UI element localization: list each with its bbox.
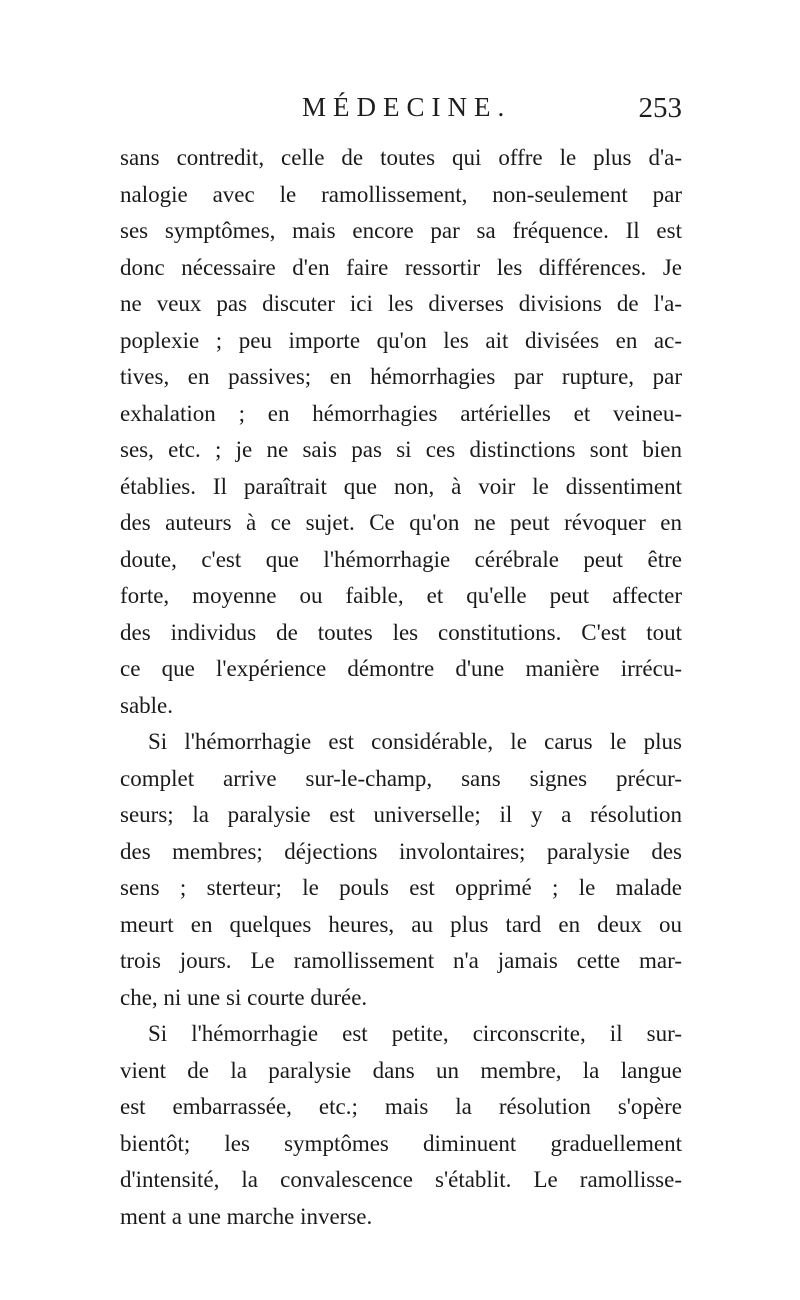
text-line: seurs; la paralysie est universelle; il y a résolution bbox=[120, 802, 682, 827]
text-line: est embarrassée, etc.; mais la résolution s'opère bbox=[120, 1094, 682, 1119]
text-line: forte, moyenne ou faible, et qu'elle peut affecter bbox=[120, 583, 682, 608]
text-line: che, ni une si courte durée. bbox=[120, 984, 368, 1010]
text-line: des individus de toutes les constitutions. C'est tout bbox=[120, 619, 682, 645]
text-line: sans contredit, celle de toutes qui offre le plus d'a- bbox=[120, 145, 682, 170]
text-line: ment a une marche inverse. bbox=[120, 1203, 373, 1229]
page-number: 253 bbox=[638, 92, 682, 124]
paragraph-first-line: Si l'hémorrhagie est considérable, le carus le plus bbox=[148, 729, 682, 754]
text-line: ses, etc. ; je ne sais pas si ces distinctions sont bien bbox=[120, 437, 682, 462]
text-line: vient de la paralysie dans un membre, la langue bbox=[120, 1057, 682, 1083]
text-line: tives, en passives; en hémorrhagies par rupture, par bbox=[120, 364, 682, 389]
text-line: bientôt; les symptômes diminuent graduellement bbox=[120, 1130, 682, 1156]
text-line: meurt en quelques heures, au plus tard en deux ou bbox=[120, 911, 682, 937]
text-line: poplexie ; peu importe qu'on les ait divisées en ac- bbox=[120, 327, 682, 353]
text-line: des membres; déjections involontaires; paralysie des bbox=[120, 838, 682, 864]
running-head bbox=[122, 92, 682, 132]
text-line: ne veux pas discuter ici les diverses divisions de l'a- bbox=[120, 291, 682, 316]
text-line: nalogie avec le ramollissement, non-seulement par bbox=[120, 181, 682, 207]
text-line: complet arrive sur-le-champ, sans signes précur- bbox=[120, 765, 682, 791]
text-line: sable. bbox=[120, 692, 174, 718]
running-title: MÉDECINE. bbox=[302, 92, 512, 122]
text-line: doute, c'est que l'hémorrhagie cérébrale peut être bbox=[120, 546, 682, 572]
text-line: donc nécessaire d'en faire ressortir les différences. Je bbox=[120, 254, 682, 280]
body-text bbox=[120, 140, 682, 1235]
text-line: exhalation ; en hémorrhagies artérielles et veineu- bbox=[120, 400, 682, 426]
paragraph-first-line: Si l'hémorrhagie est petite, circonscrite, il sur- bbox=[148, 1021, 682, 1046]
text-line: trois jours. Le ramollissement n'a jamais cette mar- bbox=[120, 948, 682, 973]
text-line: ses symptômes, mais encore par sa fréquence. Il est bbox=[120, 218, 682, 243]
text-line: établies. Il paraîtrait que non, à voir le dissentiment bbox=[120, 473, 682, 499]
text-line: sens ; sterteur; le pouls est opprimé ; le malade bbox=[120, 875, 682, 900]
text-line: ce que l'expérience démontre d'une manière irrécu- bbox=[120, 656, 682, 681]
text-line: d'intensité, la convalescence s'établit. Le ramollisse- bbox=[120, 1167, 682, 1192]
text-line: des auteurs à ce sujet. Ce qu'on ne peut révoquer en bbox=[120, 510, 682, 535]
